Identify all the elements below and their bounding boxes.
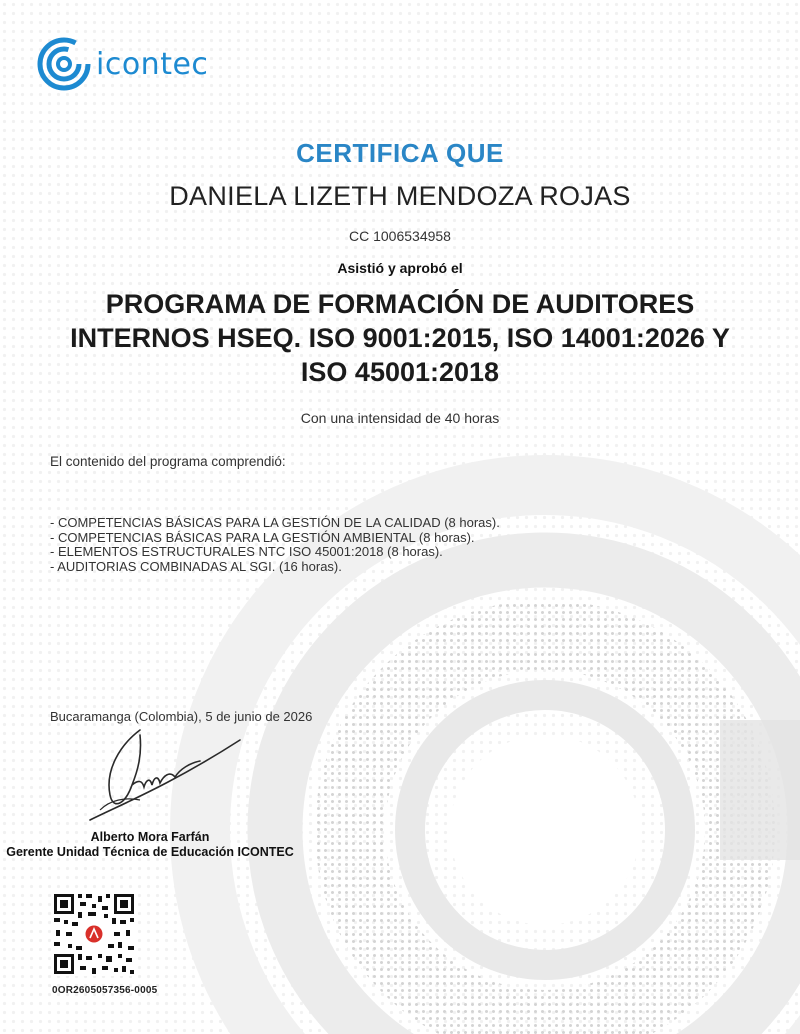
program-title-line: ISO 45001:2018 bbox=[300, 357, 500, 387]
icontec-logo bbox=[36, 36, 208, 92]
list-item: - AUDITORIAS COMBINADAS AL SGI. (16 horas). bbox=[50, 558, 342, 574]
place-date: Bucaramanga (Colombia), 5 de junio de 2026 bbox=[50, 709, 313, 724]
program-title bbox=[0, 287, 800, 389]
signer-title: Gerente Unidad Técnica de Educación ICONTEC bbox=[6, 845, 294, 859]
qr-code[interactable] bbox=[52, 892, 136, 976]
content-intro: El contenido del programa comprendió: bbox=[50, 454, 286, 469]
program-title-line: PROGRAMA DE FORMACIÓN DE AUDITORES bbox=[105, 289, 695, 319]
icontec-logo-icon bbox=[36, 36, 92, 92]
attended-text: Asistió y aprobó el bbox=[337, 260, 463, 276]
verification-code: 0OR2605057356-0005 bbox=[52, 985, 158, 996]
program-title-line: INTERNOS HSEQ. ISO 9001:2015, ISO 14001:2026 Y bbox=[70, 323, 730, 353]
certifica-heading: CERTIFICA QUE bbox=[296, 138, 504, 168]
list-item: - COMPETENCIAS BÁSICAS PARA LA GESTIÓN DE LA CALIDAD (8 horas). bbox=[50, 515, 500, 530]
list-item: - ELEMENTOS ESTRUCTURALES NTC ISO 45001:2018 (8 horas). bbox=[50, 544, 443, 559]
signer-name: Alberto Mora Farfán bbox=[90, 830, 210, 844]
logo-text: icontec bbox=[96, 46, 209, 82]
signature-image bbox=[80, 725, 255, 825]
content-list bbox=[50, 516, 500, 574]
list-item: - COMPETENCIAS BÁSICAS PARA LA GESTIÓN AMBIENTAL (8 horas). bbox=[50, 529, 475, 545]
id-number: CC 1006534958 bbox=[349, 228, 451, 244]
recipient-name: DANIELA LIZETH MENDOZA ROJAS bbox=[169, 181, 631, 211]
intensity-text: Con una intensidad de 40 horas bbox=[300, 410, 500, 426]
